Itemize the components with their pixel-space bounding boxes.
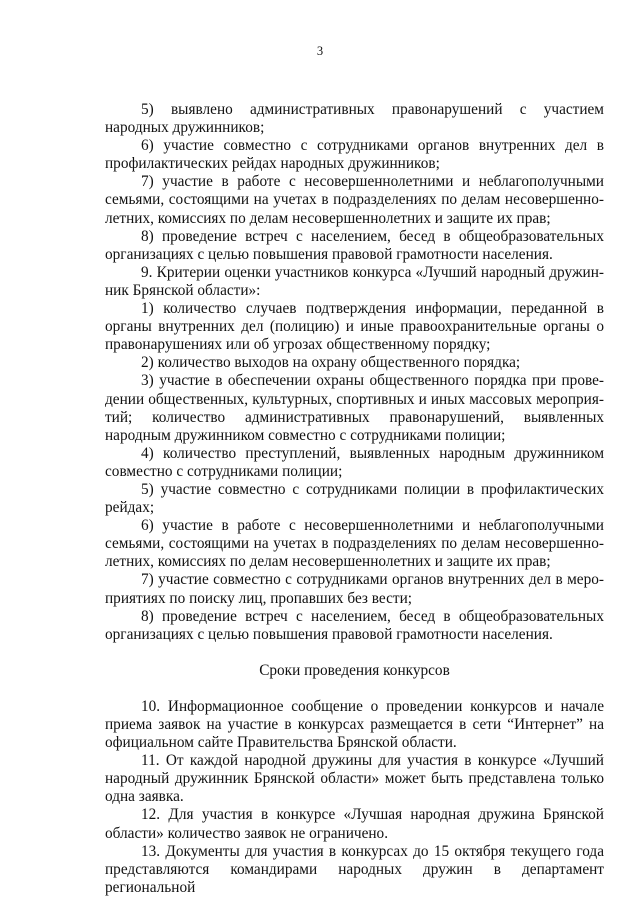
paragraph: 6) участие совместно с сотрудниками органов внутренних дел в профилактических рейдах народных дружинников; (105, 137, 604, 173)
paragraph: 5) выявлено административных правонарушений с участием народных дружинников; (105, 101, 604, 137)
document-body (105, 101, 604, 897)
paragraph: 10. Информационное сообщение о проведении конкурсов и начале приема заявок на участие в конкурсах размещается в сети “Интернет” на официальном сайте Правительства Брянской области. (105, 697, 604, 752)
paragraph: 12. Для участия в конкурсе «Лучшая народная дружина Брянской области» количество заявок не ограничено. (105, 806, 604, 842)
paragraph: 6) участие в работе с несовершеннолетними и неблагополучными семьями, состоящими на учетах в подразделениях по делам несовершеннолетних, комиссиях по делам несовершеннолетних и защите их прав; (105, 517, 604, 571)
page-number: 3 (316, 44, 324, 58)
paragraph: 8) проведение встреч с населением, бесед в общеобразовательных организациях с целью повышения правовой грамотности населения. (105, 607, 604, 643)
paragraph: 3) участие в обеспечении охраны общественного порядка при проведении общественных, культурных, спортивных и иных массовых мероприятий; количество административных правонарушений, выявленных народным дружинником совместно с сотрудниками полиции; (105, 372, 604, 444)
paragraph: 1) количество случаев подтверждения информации, переданной в органы внутренних дел (полицию) и иные правоохранительные органы о правонарушениях или об угрозах общественному порядку; (105, 300, 604, 354)
paragraph: 5) участие совместно с сотрудниками полиции в профилактических рейдах; (105, 480, 604, 517)
paragraph: 11. От каждой народной дружины для участия в конкурсе «Лучший народный дружинник Брянской области» может быть представлена только одна заявка. (105, 752, 604, 806)
paragraph: 13. Документы для участия в конкурсах до 15 октября текущего года представляются командирами народных дружин в департамент региональной (105, 842, 604, 896)
paragraph: 2) количество выходов на охрану общественного порядка; (141, 354, 521, 372)
paragraph: 8) проведение встреч с населением, бесед в общеобразовательных организациях с целью повышения правовой грамотности населения. (105, 227, 604, 263)
paragraph: 4) количество преступлений, выявленных народным дружинником совместно с сотрудниками полиции; (105, 444, 604, 480)
paragraph: 7) участие совместно с сотрудниками органов внутренних дел в мероприятиях по поиску лиц, пропавших без вести; (105, 571, 604, 607)
paragraph: 7) участие в работе с несовершеннолетними и неблагополучными семьями, состоящими на учетах в подразделениях по делам несовершеннолетних, комиссиях по делам несовершеннолетних и защите их прав; (105, 173, 604, 227)
paragraph: 9. Критерии оценки участников конкурса «Лучший народный дружинник Брянской области»: (105, 263, 604, 299)
section-heading: Сроки проведения конкурсов (259, 661, 450, 679)
